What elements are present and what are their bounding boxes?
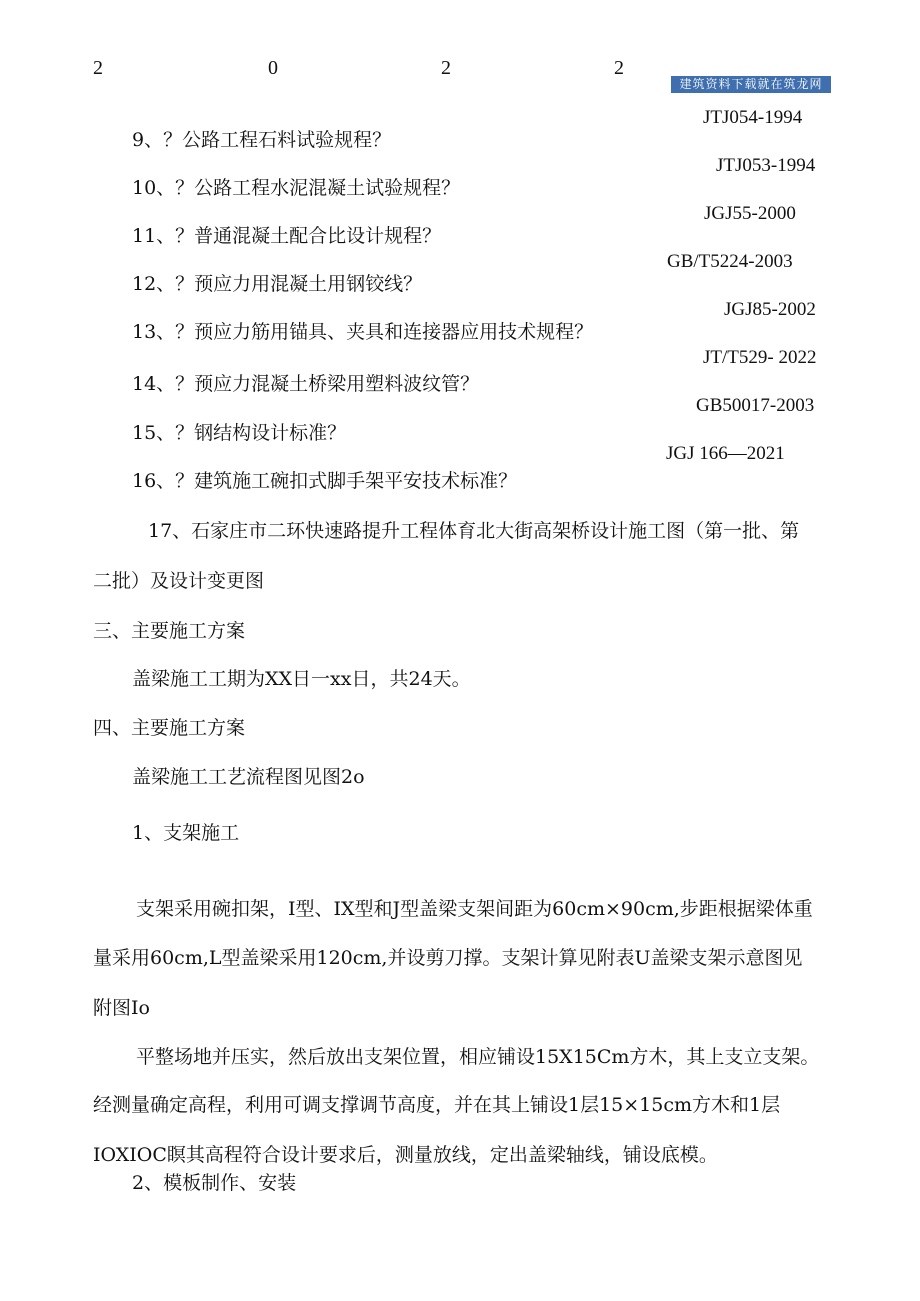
standard-item: 15、？钢结构设计标准？: [132, 422, 347, 444]
standard-item: 13、？预应力筋用锚具、夹具和连接器应用技术规程？: [132, 321, 594, 343]
standard-item: 16、？建筑施工碗扣式脚手架平安技术标准？: [132, 470, 518, 492]
standard-code: JGJ 166—2021: [666, 443, 785, 464]
standard-item: 9、？公路工程石料试验规程？: [132, 129, 392, 151]
section-heading: 三、主要施工方案: [93, 620, 246, 642]
paragraph-line: IOXIOC瞑其高程符合设计要求后，测量放线，定出盖梁轴线，铺设底模。: [93, 1144, 718, 1166]
standard-item: 10、？公路工程水泥混凝土试验规程？: [132, 177, 461, 199]
standard-item: 12、？预应力用混凝土用钢铰线？: [132, 273, 423, 295]
standard-code: JTJ053-1994: [716, 155, 816, 176]
paragraph-line: 附图Io: [93, 997, 150, 1019]
paragraph-line: 支架采用碗扣架，I型、IX型和J型盖梁支架间距为60cm×90cm,步距根据梁体重: [136, 898, 813, 920]
paragraph-line: 量采用60cm,L型盖梁采用120cm,并设剪刀撑。支架计算见附表U盖梁支架示意图见: [93, 947, 803, 969]
subsection-heading: 2、模板制作、安装: [132, 1172, 297, 1194]
standard-code: JGJ55-2000: [704, 203, 796, 224]
watermark-logo: 建筑资料下载就在筑龙网: [671, 76, 831, 93]
section-text: 盖梁施工工艺流程图见图2o: [132, 766, 365, 788]
standard-item: 11、？普通混凝土配合比设计规程？: [132, 225, 442, 247]
standard-code: GB50017-2003: [696, 395, 815, 416]
standard-code: JTJ054-1994: [703, 107, 803, 128]
standard-code: GB/T5224-2003: [667, 251, 793, 272]
header-digit: 0: [268, 57, 278, 79]
standard-code: JGJ85-2002: [724, 299, 816, 320]
header-digit: 2: [614, 57, 624, 79]
section-text: 盖梁施工工期为XX日一xx日，共24天。: [132, 668, 471, 690]
subsection-heading: 1、支架施工: [132, 822, 240, 844]
standard-code: JT/T529- 2022: [703, 347, 817, 368]
paragraph-line: 经测量确定高程，利用可调支撑调节高度，并在其上铺设1层15×15cm方木和1层: [93, 1094, 781, 1116]
item17-line: 17、石家庄市二环快速路提升工程体育北大街高架桥设计施工图（第一批、第: [148, 520, 800, 542]
section-heading: 四、主要施工方案: [93, 717, 246, 739]
header-digit: 2: [93, 57, 103, 79]
header-digit: 2: [441, 57, 451, 79]
standard-item: 14、？预应力混凝土桥梁用塑料波纹管？: [132, 373, 480, 395]
paragraph-line: 平整场地并压实，然后放出支架位置，相应铺设15X15Cm方木，其上支立支架。: [136, 1046, 820, 1068]
item17-line: 二批）及设计变更图: [93, 570, 265, 592]
